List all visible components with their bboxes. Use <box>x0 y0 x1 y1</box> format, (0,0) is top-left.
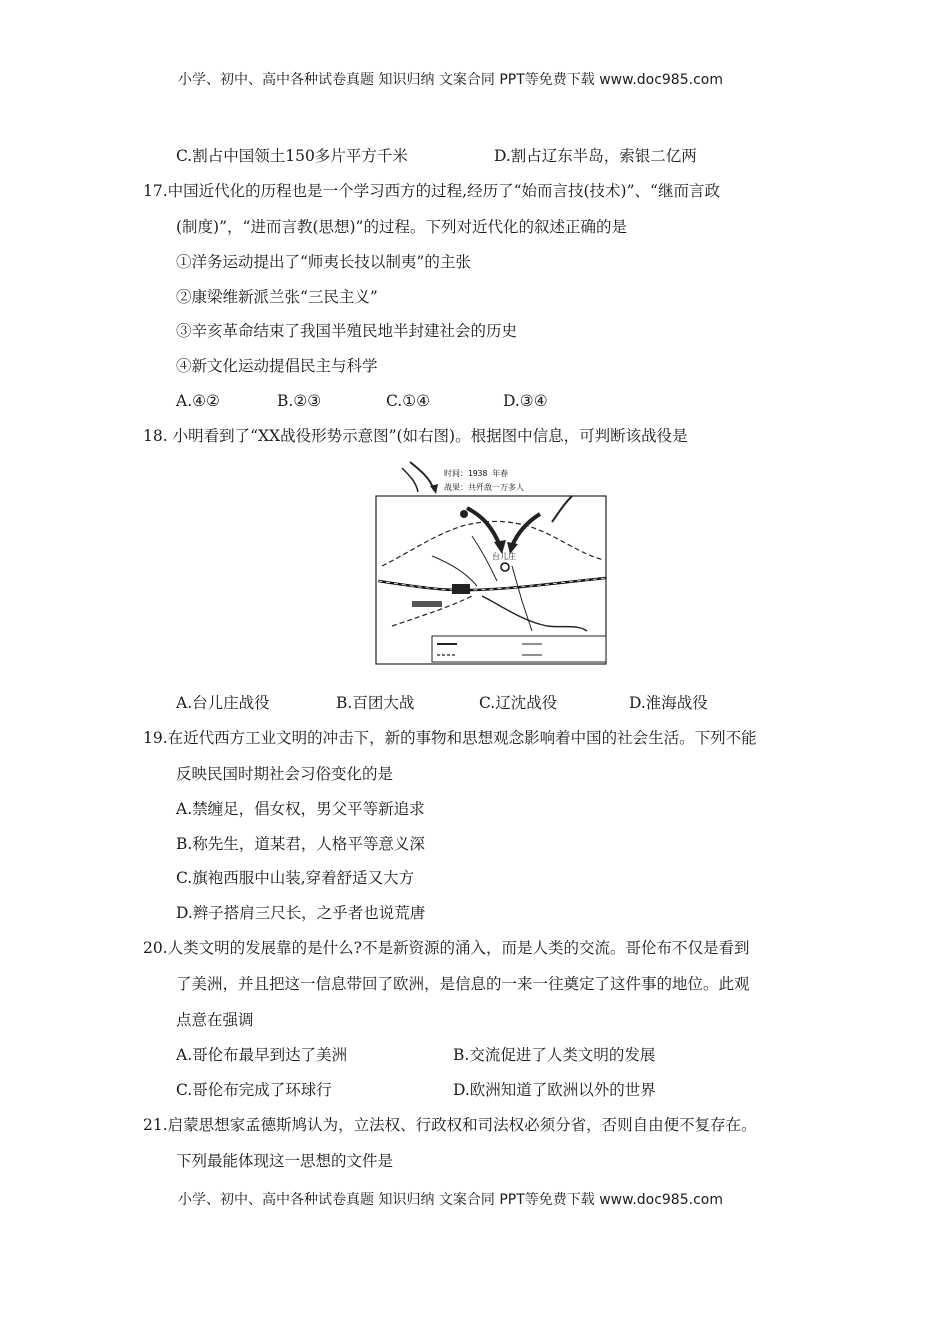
q20-stem-line3: 点意在强调 <box>176 1011 254 1029</box>
q16-option-d: D.割占辽东半岛，索银二亿两 <box>494 147 697 165</box>
q17-item-1: ①洋务运动提出了“师夷长技以制夷”的主张 <box>176 253 471 271</box>
q19-stem-line1: 19.在近代西方工业文明的冲击下，新的事物和思想观念影响着中国的社会生活。下列不能 <box>143 729 757 747</box>
q19-option-b: B.称先生，道某君，人格平等意义深 <box>176 835 425 853</box>
q19-option-d: D.辫子搭肩三尺长，之乎者也说荒唐 <box>176 904 426 922</box>
page-footer: 小学、初中、高中各种试卷真题 知识归纳 文案合同 PPT等免费下载 www.doc985.com <box>178 1192 723 1208</box>
q17-stem-line1: 17.中国近代化的历程也是一个学习西方的过程,经历了“始而言技(技术)”、“继而言政 <box>143 182 720 200</box>
q16-option-c: C.割占中国领土150多片平方千米 <box>176 147 408 165</box>
battle-map <box>372 456 610 666</box>
q17-option-d: D.③④ <box>503 392 548 410</box>
q20-option-b: B.交流促进了人类文明的发展 <box>453 1046 656 1064</box>
q17-option-c: C.①④ <box>386 392 431 410</box>
q18-option-b: B.百团大战 <box>336 694 415 712</box>
q18-option-d: D.淮海战役 <box>629 694 708 712</box>
q18-option-c: C.辽沈战役 <box>479 694 558 712</box>
q17-item-3: ③辛亥革命结束了我国半殖民地半封建社会的历史 <box>176 322 518 340</box>
q17-item-4: ④新文化运动提倡民主与科学 <box>176 357 378 375</box>
q18-option-a: A.台儿庄战役 <box>176 694 270 712</box>
q17-stem-line2: (制度)”，“进而言教(思想)”的过程。下列对近代化的叙述正确的是 <box>176 218 627 236</box>
q19-option-c: C.旗袍西服中山装,穿着舒适又大方 <box>176 869 415 887</box>
q20-stem-line2: 了美洲，并且把这一信息带回了欧洲，是信息的一来一往奠定了这件事的地位。此观 <box>176 975 750 993</box>
q21-stem-line1: 21.启蒙思想家孟德斯鸠认为，立法权、行政权和司法权必须分省，否则自由便不复存在。 <box>143 1116 757 1134</box>
map-time-label: 时间：1938 年春 <box>444 469 509 478</box>
page-header: 小学、初中、高中各种试卷真题 知识归纳 文案合同 PPT等免费下载 www.doc985.com <box>178 72 723 88</box>
q17-item-2: ②康梁维新派兰张“三民主义” <box>176 288 378 306</box>
q20-option-c: C.哥伦布完成了环球行 <box>176 1081 332 1099</box>
q17-option-b: B.②③ <box>277 392 322 410</box>
map-place-label: 台儿庄 <box>492 552 516 561</box>
map-result-label: 战果：共歼敌一万多人 <box>444 483 524 492</box>
q17-option-a: A.④② <box>176 392 220 410</box>
q20-option-a: A.哥伦布最早到达了美洲 <box>176 1046 348 1064</box>
q21-stem-line2: 下列最能体现这一思想的文件是 <box>176 1152 394 1170</box>
q20-option-d: D.欧洲知道了欧洲以外的世界 <box>453 1081 656 1099</box>
q20-stem-line1: 20.人类文明的发展靠的是什么?不是新资源的涌入，而是人类的交流。哥伦布不仅是看到 <box>143 939 750 957</box>
q19-stem-line2: 反映民国时期社会习俗变化的是 <box>176 765 394 783</box>
q19-option-a: A.禁缠足，倡女权，男父平等新追求 <box>176 800 425 818</box>
q18-stem: 18. 小明看到了“XX战役形势示意图”(如右图)。根据图中信息，可判断该战役是 <box>143 427 688 445</box>
